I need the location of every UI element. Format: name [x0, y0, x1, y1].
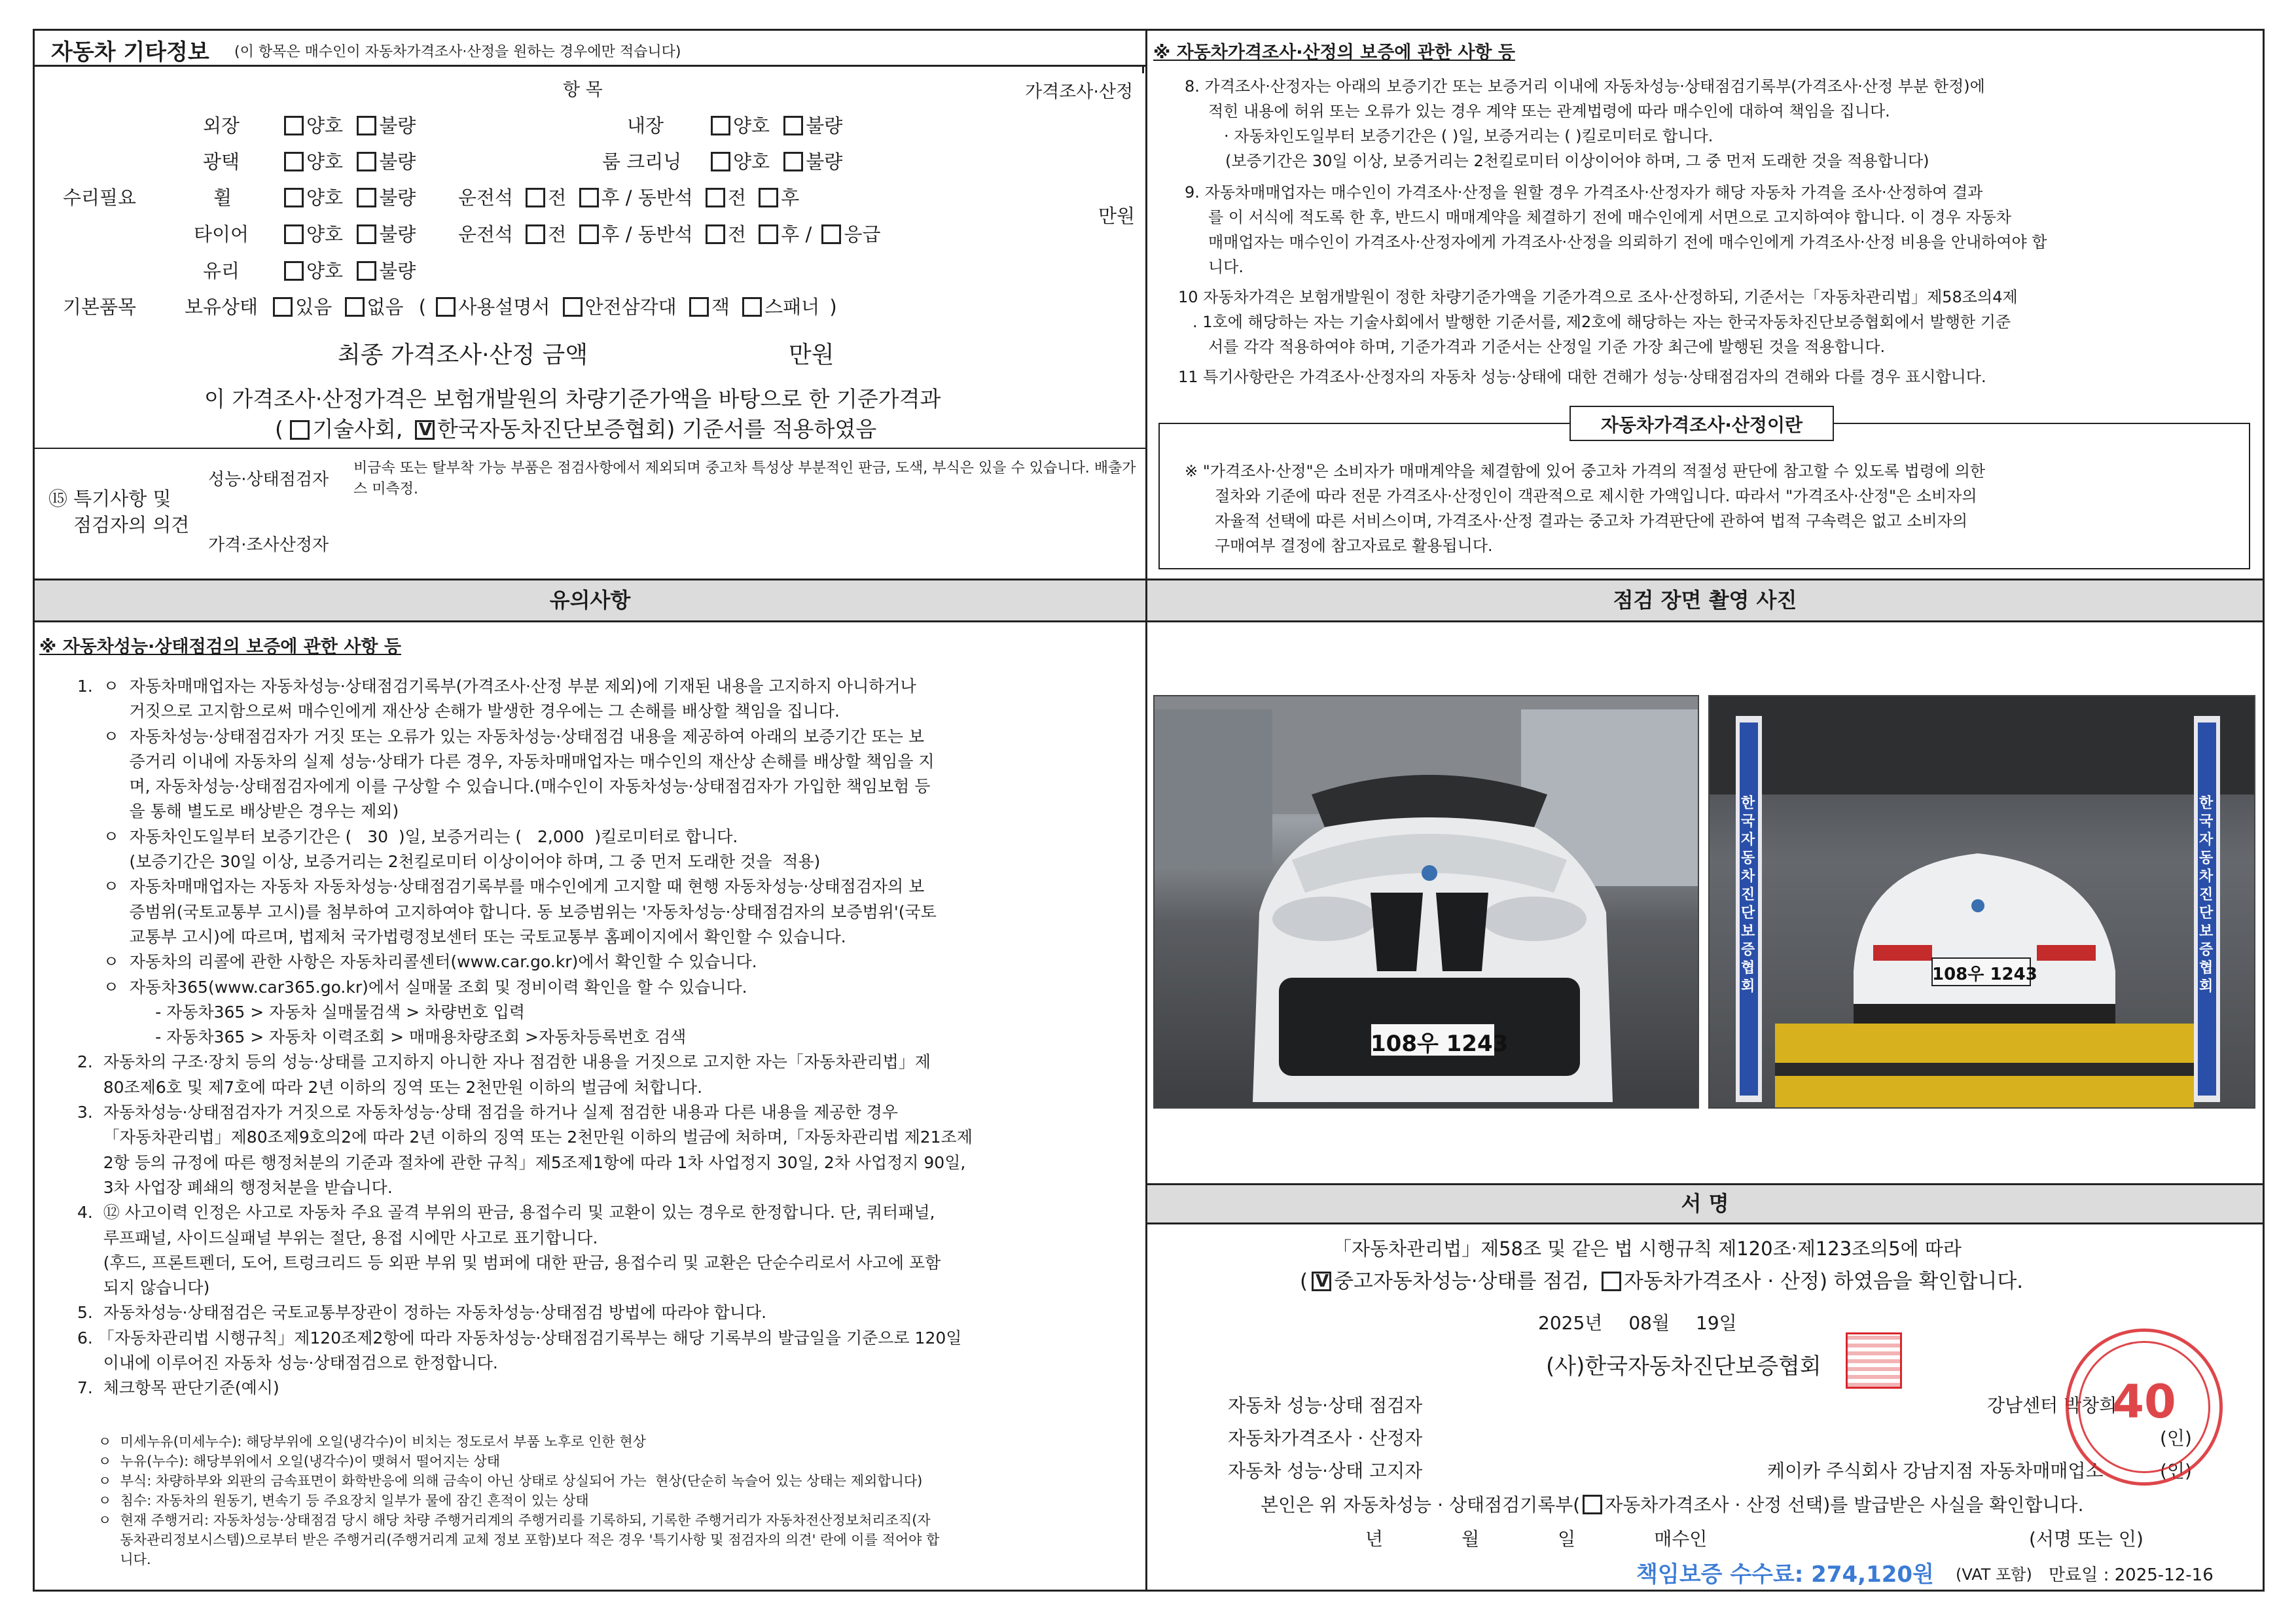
photos-title: 점검 장면 촬영 사진 — [1147, 580, 2263, 622]
sign-inspector-label: 자동차 성능·상태 점검자 — [1228, 1395, 1423, 1416]
checkbox[interactable] — [284, 188, 304, 207]
row-name: 내장 — [627, 115, 664, 137]
front-plate: 108우 1243 — [1371, 1031, 1509, 1057]
inspector-value: 강남센터 박창희 — [1987, 1395, 2117, 1416]
notes-line: ㅇ 자동차의 리콜에 관한 사항은 자동차리콜센터(www.car.go.kr)에서 확인할 수 있습니다. — [77, 952, 757, 972]
notes-small-line: ㅇ 침수: 자동차의 원동기, 변속기 등 주요장치 일부가 물에 잠긴 흔적이 있는 상태 — [98, 1493, 589, 1508]
checkbox[interactable] — [273, 297, 293, 317]
special-divider — [33, 448, 1145, 449]
sign-notifier-label: 자동차 성능·상태 고지자 — [1228, 1460, 1423, 1482]
checkbox[interactable] — [526, 224, 545, 244]
signature-title: 서 명 — [1147, 1185, 2263, 1224]
buyer-line: 년 월 일 매수인 — [1365, 1528, 1708, 1550]
stamp-number: 40 — [2112, 1375, 2176, 1429]
row-name: 타이어 — [194, 223, 249, 245]
checkbox[interactable] — [436, 297, 456, 317]
final-price-unit: 만원 — [789, 342, 834, 368]
price-warranty-heading: ※ 자동차가격조사·산정의 보증에 관한 사항 등 — [1153, 43, 1515, 63]
lift-illustration — [1710, 696, 2255, 1109]
notes-line: 며, 자동차성능·상태점검자에게 이를 구상할 수 있습니다.(매수인이 자동차성능·상태점검자가 가입한 책임보험 등 — [77, 777, 931, 796]
checkbox[interactable] — [783, 152, 803, 171]
checkbox[interactable] — [284, 224, 304, 244]
special-label-2: 점검자의 의견 — [73, 514, 190, 536]
notes-small — [98, 1432, 1145, 1569]
notes-line: 3. 자동차성능·상태점검자가 거짓으로 자동차성능·상태 점검을 하거나 실제 점검한 내용과 다른 내용을 제공한 경우 — [77, 1103, 898, 1122]
rear-car-photo — [1708, 695, 2255, 1109]
notes-line: 교통부 고시)에 따르며, 법제처 국가법령정보센터 또는 국토교통부 홈페이지에서 확인할 수 있습니다. — [77, 927, 846, 946]
notes-line: 7. 체크항목 판단기준(예시) — [77, 1378, 279, 1398]
notes-line: 80조제6호 및 제7호에 따라 2년 이하의 징역 또는 2천만원 이하의 벌금에 처합니다. — [77, 1077, 703, 1097]
lift-label-left: 한국자동차진단보증협회 — [1741, 795, 1755, 995]
notes-small-line: ㅇ 부식: 차량하부와 외판의 금속표면이 화학반응에 의해 금속이 아닌 상태로 상실되어 가는 현상(단순히 녹슬어 있는 상태는 제외합니다) — [98, 1473, 923, 1489]
special-label-1: ⑮ 특기사항 및 — [48, 488, 171, 510]
basic-items-row: 보유상태 있음 없음 ( 사용설명서 안전삼각대 잭 스패너 ) — [185, 296, 837, 318]
checkbox[interactable] — [689, 297, 709, 317]
basis-line1: 이 가격조사·산정가격은 보험개발원의 차량기준가액을 바탕으로 한 기준가격과 — [204, 386, 941, 412]
inspector-seal-mark: (인) — [2160, 1427, 2192, 1449]
inspector-label: 성능·상태점검자 — [208, 470, 329, 490]
notes-small-line: ㅇ 현재 주행거리: 자동차성능·상태점검 당시 해당 차량 주행거리계의 주행거리를 기록하되, 기록한 주행거리가 자동차전산정보처리조직(자 — [98, 1512, 931, 1528]
checkbox[interactable] — [284, 261, 304, 281]
checkbox[interactable] — [821, 224, 841, 244]
checkbox[interactable] — [1583, 1495, 1602, 1514]
notes-line: 2항 등의 규정에 따른 행정처분의 기준과 절차에 관한 규칙」제5조제1항에 따라 1차 사업정지 30일, 2차 사업정지 90일, — [77, 1152, 966, 1172]
sign-or-seal: (서명 또는 인) — [2029, 1528, 2144, 1550]
association-seal — [1846, 1332, 1902, 1389]
checkbox[interactable] — [357, 224, 376, 244]
notifier-seal-mark: (인) — [2160, 1460, 2192, 1482]
notes-line: 2. 자동차의 구조·장치 등의 성능·상태를 고지하지 아니한 자나 점검한 내용을 거짓으로 고지한 자는「자동차관리법」제 — [77, 1052, 931, 1072]
row-name: 광택 — [203, 151, 240, 173]
price-definition-title: 자동차가격조사·산정이란 — [1600, 414, 1803, 436]
notes-line: 이내에 이루어진 자동차 성능·상태점검으로 한정합니다. — [77, 1353, 498, 1373]
checkbox[interactable] — [579, 188, 599, 207]
checkbox[interactable] — [783, 116, 803, 135]
checkbox-checked[interactable] — [1312, 1272, 1331, 1291]
notes-line: (보증기간은 30일 이상, 보증거리는 2천킬로미터 이상이어야 하며, 그 중 먼저 도래한 것을 적용) — [77, 852, 821, 872]
basis-line2: ( 기술사회, V 한국자동차진단보증협회) 기준서를 적용하였음 — [275, 412, 876, 443]
notes-line: 3차 사업장 폐쇄의 행정처분을 받습니다. — [77, 1177, 393, 1197]
checkbox[interactable] — [563, 297, 583, 317]
checkbox[interactable] — [526, 188, 545, 207]
col-item: 항 목 — [563, 80, 603, 100]
row-name: 휠 — [213, 187, 232, 209]
notes-line: 5. 자동차성능·상태점검은 국토교통부장관이 정하는 자동차성능·상태점검 방법에 따라야 합니다. — [77, 1303, 767, 1323]
notes-heading: ※ 자동차성능·상태점검의 보증에 관한 사항 등 — [39, 637, 401, 657]
notes-line: ㅇ 자동차성능·상태점검자가 거짓 또는 오류가 있는 자동차성능·상태점검 내용을 제공하여 아래의 보증기간 또는 보 — [77, 726, 924, 746]
checkbox[interactable] — [759, 188, 778, 207]
repair-label: 수리필요 — [63, 187, 137, 209]
notes-line: ㅇ 자동차인도일부터 보증기간은 ( 30 )일, 보증거리는 ( 2,000 )킬로미터로 합니다. — [77, 827, 738, 846]
sign-date: 2025년 08월 19일 — [1538, 1312, 1737, 1334]
notes-line: 4. ⑫ 사고이력 인정은 사고로 자동차 주요 골격 부위의 판금, 용접수리 및 교환이 있는 경우로 한정합니다. 단, 쿼터패널, — [77, 1203, 935, 1222]
wheel-seat-row: 운전석 전 후 / 동반석 전 후 — [458, 187, 800, 209]
association-name: (사)한국자동차진단보증협회 — [1546, 1353, 1821, 1380]
price-col-line — [1142, 67, 1144, 73]
notes-small-line: ㅇ 미세누유(미세누수): 해당부위에 오일(냉각수)이 비치는 정도로서 부품 노후로 인한 현상 — [98, 1434, 646, 1450]
fee-vat: (VAT 포함) — [1956, 1565, 2032, 1584]
row-name: 외장 — [203, 115, 240, 137]
final-price-label: 최종 가격조사·산정 금액 — [338, 342, 588, 368]
checkbox[interactable] — [759, 224, 778, 244]
notes-small-line: 니다. — [98, 1552, 151, 1567]
inspector-opinion: 비금속 또는 탈부착 가능 부품은 점검사항에서 제외되며 중고차 특성상 부분적인 판금, 도색, 부식은 있을 수 있습니다. 배출가스 미측정. — [353, 460, 1136, 497]
notes-body — [77, 674, 1138, 1401]
basic-label: 기본품목 — [63, 296, 137, 318]
notes-line: 증거리 이내에 자동차의 실제 성능·상태가 다른 경우, 자동차매매업자는 매수인의 재산상 손해를 배상할 책임을 지 — [77, 751, 935, 771]
law-line: 「자동차관리법」제58조 및 같은 법 시행규칙 제120조·제123조의5에 따라 — [1333, 1238, 1962, 1260]
row-name: 유리 — [203, 260, 240, 282]
notes-line: 증범위(국토교통부 고시)를 첨부하여 고지하여야 합니다. 동 보증범위는 '자동차성능·상태점검자의 보증범위'(국토 — [77, 902, 937, 921]
notes-line: 을 통해 별도로 배상받은 경우는 제외) — [77, 802, 399, 821]
checkbox[interactable] — [284, 152, 304, 171]
notes-small-line: ㅇ 누유(누수): 해당부위에서 오일(냉각수)이 맺혀서 떨어지는 상태 — [98, 1454, 501, 1469]
other-info-note: (이 항목은 매수인이 자동차가격조사·산정을 원하는 경우에만 적습니다) — [234, 44, 681, 60]
expire-date: 만료일 : 2025-12-16 — [2049, 1565, 2214, 1585]
other-info-title: 자동차 기타정보 — [51, 39, 209, 65]
notes-line: (후드, 프론트펜더, 도어, 트렁크리드 등 외판 부위 및 범퍼에 대한 판금, 용접수리 및 교환은 단순수리로서 사고에 포함 — [77, 1253, 941, 1272]
checkbox[interactable] — [284, 116, 304, 135]
notes-line: 6. 「자동차관리법 시행규칙」제120조제2항에 따라 자동차성능·상태점검기록부는 해당 기록부의 발급일을 기준으로 120일 — [77, 1328, 962, 1347]
row-name: 룸 크리닝 — [602, 151, 682, 173]
checkbox[interactable] — [357, 188, 376, 207]
red-stamp — [2066, 1329, 2223, 1486]
confirm-line: (V 중고자동차성능·상태를 점검, 자동차가격조사 · 산정) 하였음을 확인합니다. — [1300, 1264, 2023, 1294]
checkbox[interactable] — [357, 116, 376, 135]
price-unit: 만원 — [1098, 205, 1136, 227]
checkbox[interactable] — [579, 224, 599, 244]
fee-label: 책임보증 수수료: 274,120원 — [1636, 1561, 1934, 1588]
appraiser-label: 가격·조사산정자 — [208, 535, 329, 555]
checkbox[interactable] — [357, 261, 376, 281]
notes-line: 「자동차관리법」제80조제9호의2에 따라 2년 이하의 징역 또는 2천만원 이하의 벌금에 처하며,「자동차관리법 제21조제 — [77, 1128, 973, 1147]
notes-line: 1. ㅇ 자동차매매업자는 자동차성능·상태점검기록부(가격조사·산정 부분 제외)에 기재된 내용을 고지하지 아니하거나 — [77, 677, 916, 696]
rear-plate: 108우 1243 — [1932, 965, 2037, 984]
checkbox[interactable] — [290, 420, 310, 440]
checkbox[interactable] — [711, 116, 730, 135]
lift-label-right: 한국자동차진단보증협회 — [2199, 795, 2214, 995]
checkbox[interactable] — [357, 152, 376, 171]
checkbox[interactable] — [1602, 1272, 1621, 1291]
checkbox-checked[interactable] — [415, 420, 435, 440]
notes-line: - 자동차365 > 자동차 실매물검색 > 차량번호 입력 — [77, 1002, 526, 1022]
notes-line: 루프패널, 사이드실패널 부위는 절단, 용접 시에만 사고로 표기합니다. — [77, 1228, 598, 1247]
notifier-value: 케이카 주식회사 강남지점 자동차매매업소 — [1767, 1460, 2104, 1482]
notes-line: 되지 않습니다) — [77, 1278, 210, 1298]
notes-small-line: 동차관리정보시스템)으로부터 받은 주행거리(주행거리계 교체 정보 포함)보다 적은 경우 '특기사항 및 점검자의 의견' 란에 이를 적어야 합 — [98, 1532, 940, 1548]
center-divider — [1145, 29, 1147, 1592]
sign-appraiser-label: 자동차가격조사 · 산정자 — [1228, 1427, 1423, 1449]
checkbox[interactable] — [345, 297, 365, 317]
front-car-photo — [1153, 695, 1699, 1109]
checkbox[interactable] — [742, 297, 762, 317]
notes-line: ㅇ 자동차365(www.car365.go.kr)에서 실매물 조회 및 정비이력 확인을 할 수 있습니다. — [77, 977, 747, 997]
tire-seat-row: 운전석 전 후 / 동반석 전 후 / 응급 — [458, 223, 881, 245]
checkbox[interactable] — [706, 224, 725, 244]
notes-line: 거짓으로 고지함으로써 매수인에게 재산상 손해가 발생한 경우에는 그 손해를 배상할 책임을 집니다. — [77, 702, 840, 721]
col-price: 가격조사·산정 — [1025, 82, 1134, 102]
checkbox[interactable] — [706, 188, 725, 207]
checkbox[interactable] — [711, 152, 730, 171]
notes-line: - 자동차365 > 자동차 이력조회 > 매매용차량조회 >자동차등록번호 검색 — [77, 1027, 687, 1047]
notes-line: ㅇ 자동차매매업자는 자동차 자동차성능·상태점검기록부를 매수인에게 고지할 때 현행 자동차성능·상태점검자의 보 — [77, 877, 925, 897]
receipt-line: 본인은 위 자동차성능 · 상태점검기록부( 자동차가격조사 · 산정 선택)를 발급받은 사실을 확인합니다. — [1261, 1494, 2084, 1516]
notes-title: 유의사항 — [35, 580, 1145, 622]
